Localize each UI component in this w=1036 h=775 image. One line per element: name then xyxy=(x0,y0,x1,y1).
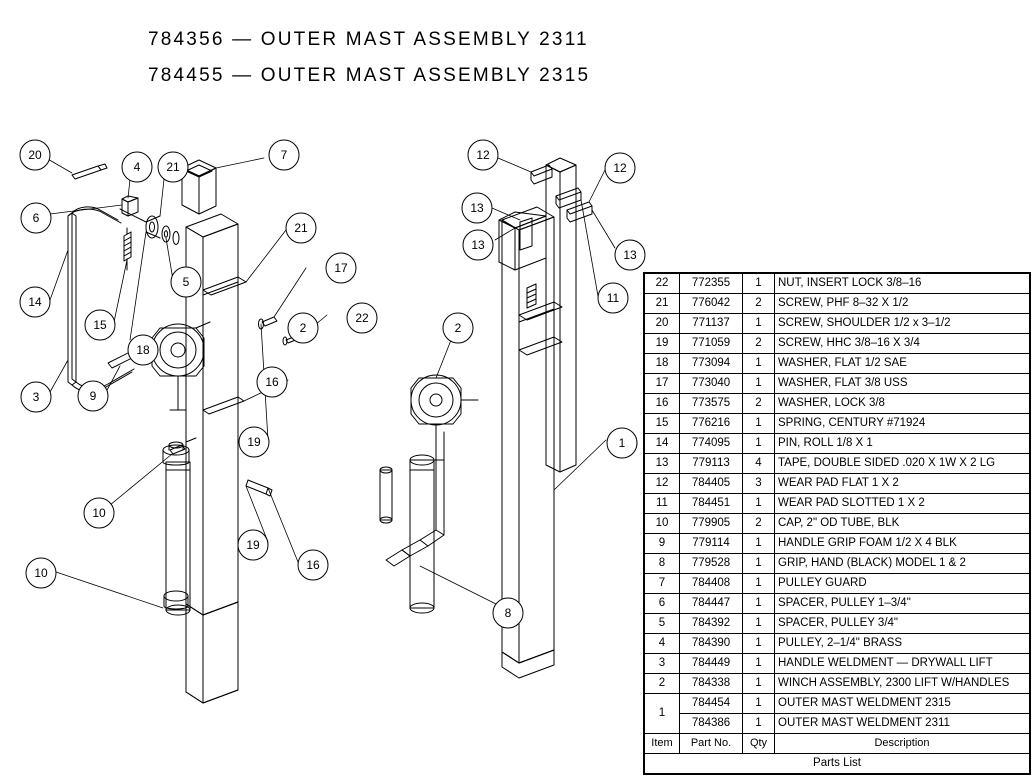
callout-11 xyxy=(598,283,628,313)
table-row xyxy=(645,494,1030,514)
svg-text:17: 17 xyxy=(334,261,348,275)
cell-part-no: 774095 xyxy=(680,434,743,454)
cell-part-no: 776042 xyxy=(680,294,743,314)
table-row xyxy=(645,534,1030,554)
callout-6 xyxy=(21,203,51,233)
svg-text:13: 13 xyxy=(623,248,637,262)
callout-19b xyxy=(238,530,268,560)
cell-item: 4 xyxy=(645,634,680,654)
svg-text:19: 19 xyxy=(247,435,261,449)
parts-table xyxy=(644,273,1030,774)
cell-part-no: 779528 xyxy=(680,554,743,574)
table-row xyxy=(645,294,1030,314)
callout-16a xyxy=(257,367,287,397)
svg-text:14: 14 xyxy=(28,295,42,309)
cell-description: NUT, INSERT LOCK 3/8–16 xyxy=(775,274,1030,294)
cell-qty: 2 xyxy=(743,394,775,414)
table-row xyxy=(645,654,1030,674)
cell-qty: 1 xyxy=(743,554,775,574)
table-row xyxy=(645,554,1030,574)
callout-15 xyxy=(85,310,115,340)
svg-text:16: 16 xyxy=(306,558,320,572)
cell-item: 17 xyxy=(645,374,680,394)
cell-item: 5 xyxy=(645,614,680,634)
cell-qty: 1 xyxy=(743,414,775,434)
svg-text:22: 22 xyxy=(355,311,369,325)
svg-text:13: 13 xyxy=(470,201,484,215)
cell-part-no: 773094 xyxy=(680,354,743,374)
svg-text:2: 2 xyxy=(454,321,462,335)
svg-text:12: 12 xyxy=(613,161,627,175)
svg-text:8: 8 xyxy=(504,606,512,620)
callout-7 xyxy=(269,140,299,170)
cell-part-no: 776216 xyxy=(680,414,743,434)
cell-part-no: 784386 xyxy=(680,714,743,734)
cell-item: 15 xyxy=(645,414,680,434)
svg-text:6: 6 xyxy=(32,211,40,225)
cell-description: SCREW, HHC 3/8–16 X 3/4 xyxy=(775,334,1030,354)
callout-20 xyxy=(20,140,50,170)
cell-qty: 2 xyxy=(743,334,775,354)
cell-qty: 1 xyxy=(743,714,775,734)
cell-part-no: 771059 xyxy=(680,334,743,354)
cell-qty: 1 xyxy=(743,354,775,374)
callout-21b xyxy=(286,213,316,243)
svg-text:10: 10 xyxy=(92,506,106,520)
svg-text:5: 5 xyxy=(182,275,190,289)
callout-13a xyxy=(462,193,492,223)
cell-qty: 1 xyxy=(743,654,775,674)
cell-part-no: 784390 xyxy=(680,634,743,654)
svg-text:7: 7 xyxy=(280,148,288,162)
cell-item: 11 xyxy=(645,494,680,514)
cell-description: CAP, 2" OD TUBE, BLK xyxy=(775,514,1030,534)
cell-item: 1 xyxy=(645,694,680,734)
wear-pad-flat-b xyxy=(567,202,592,222)
cell-part-no: 779905 xyxy=(680,514,743,534)
hand-grip-black xyxy=(386,550,410,566)
table-row xyxy=(645,694,1030,714)
cell-description: SCREW, PHF 8–32 X 1/2 xyxy=(775,294,1030,314)
table-row xyxy=(645,594,1030,614)
callout-21a xyxy=(158,152,188,182)
cell-item: 10 xyxy=(645,514,680,534)
cell-qty: 1 xyxy=(743,374,775,394)
callout-2-left xyxy=(288,313,318,343)
svg-text:15: 15 xyxy=(93,318,107,332)
callout-13b xyxy=(463,230,493,260)
cell-qty: 2 xyxy=(743,514,775,534)
cell-item: 12 xyxy=(645,474,680,494)
callout-12a xyxy=(468,140,498,170)
callout-bubbles xyxy=(20,140,645,628)
callout-13c xyxy=(615,240,645,270)
callout-5 xyxy=(171,267,201,297)
header-part-no: Part No. xyxy=(680,734,743,754)
cell-part-no: 784408 xyxy=(680,574,743,594)
cell-part-no: 784405 xyxy=(680,474,743,494)
svg-text:12: 12 xyxy=(476,148,490,162)
svg-text:10: 10 xyxy=(34,566,48,580)
cell-part-no: 779114 xyxy=(680,534,743,554)
callout-14 xyxy=(20,287,50,317)
cell-description: PULLEY, 2–1/4" BRASS xyxy=(775,634,1030,654)
parts-table-body xyxy=(645,274,1030,774)
table-header-row xyxy=(645,734,1030,754)
table-row xyxy=(645,674,1030,694)
cell-qty: 1 xyxy=(743,694,775,714)
cell-part-no: 784338 xyxy=(680,674,743,694)
cell-qty: 1 xyxy=(743,574,775,594)
cell-qty: 1 xyxy=(743,314,775,334)
callout-8 xyxy=(493,598,523,628)
cell-qty: 2 xyxy=(743,294,775,314)
callout-16b xyxy=(298,550,328,580)
cell-part-no: 784451 xyxy=(680,494,743,514)
callout-1 xyxy=(607,428,637,458)
table-row xyxy=(645,354,1030,374)
title-block xyxy=(148,22,668,94)
exploded-assembly-drawing xyxy=(0,110,650,720)
cell-description: OUTER MAST WELDMENT 2315 xyxy=(775,694,1030,714)
title-line-2: 784455 — OUTER MAST ASSEMBLY 2315 xyxy=(148,65,591,86)
cell-item: 20 xyxy=(645,314,680,334)
svg-text:21: 21 xyxy=(294,221,308,235)
cell-qty: 1 xyxy=(743,534,775,554)
cell-item: 3 xyxy=(645,654,680,674)
right-spring xyxy=(527,284,536,308)
cell-description: PIN, ROLL 1/8 X 1 xyxy=(775,434,1030,454)
cell-part-no: 784454 xyxy=(680,694,743,714)
cell-qty: 1 xyxy=(743,274,775,294)
callout-18 xyxy=(128,335,158,365)
cell-description: HANDLE GRIP FOAM 1/2 X 4 BLK xyxy=(775,534,1030,554)
cell-description: WASHER, LOCK 3/8 xyxy=(775,394,1030,414)
wear-pad-flat-a xyxy=(531,165,552,184)
svg-text:19: 19 xyxy=(246,538,260,552)
cell-qty: 1 xyxy=(743,494,775,514)
callout-22 xyxy=(347,303,377,333)
cell-description: PULLEY GUARD xyxy=(775,574,1030,594)
table-row xyxy=(645,474,1030,494)
cell-description: HANDLE WELDMENT — DRYWALL LIFT xyxy=(775,654,1030,674)
cell-part-no: 772355 xyxy=(680,274,743,294)
header-item: Item xyxy=(645,734,680,754)
svg-text:2: 2 xyxy=(299,321,307,335)
cell-description: OUTER MAST WELDMENT 2311 xyxy=(775,714,1030,734)
cell-part-no: 779113 xyxy=(680,454,743,474)
svg-text:13: 13 xyxy=(471,238,485,252)
table-row xyxy=(645,614,1030,634)
cell-description: GRIP, HAND (BLACK) MODEL 1 & 2 xyxy=(775,554,1030,574)
svg-text:4: 4 xyxy=(133,160,141,174)
cell-qty: 1 xyxy=(743,614,775,634)
header-qty: Qty xyxy=(743,734,775,754)
cell-part-no: 784447 xyxy=(680,594,743,614)
cell-description: SPACER, PULLEY 3/4" xyxy=(775,614,1030,634)
cell-part-no: 784392 xyxy=(680,614,743,634)
right-mast-bands xyxy=(519,302,562,355)
cell-item: 21 xyxy=(645,294,680,314)
table-row xyxy=(645,414,1030,434)
header-description: Description xyxy=(775,734,1030,754)
cell-part-no: 773575 xyxy=(680,394,743,414)
cell-description: WASHER, FLAT 1/2 SAE xyxy=(775,354,1030,374)
cell-description: SPRING, CENTURY #71924 xyxy=(775,414,1030,434)
cell-part-no: 784449 xyxy=(680,654,743,674)
table-row xyxy=(645,574,1030,594)
cell-item: 13 xyxy=(645,454,680,474)
cell-item: 19 xyxy=(645,334,680,354)
cell-item: 7 xyxy=(645,574,680,594)
parts-list-label: Parts List xyxy=(645,754,1030,774)
svg-text:3: 3 xyxy=(32,390,40,404)
table-row xyxy=(645,434,1030,454)
shoulder-screw xyxy=(72,164,107,179)
cell-part-no: 771137 xyxy=(680,314,743,334)
spring-century xyxy=(124,228,131,270)
svg-text:18: 18 xyxy=(136,343,150,357)
cell-qty: 1 xyxy=(743,434,775,454)
cell-item: 16 xyxy=(645,394,680,414)
pulley-spacer-small xyxy=(122,196,138,216)
callout-10a xyxy=(84,498,114,528)
cell-item: 2 xyxy=(645,674,680,694)
right-small-tube xyxy=(380,467,392,523)
cell-qty: 4 xyxy=(743,454,775,474)
cell-item: 18 xyxy=(645,354,680,374)
callout-19a xyxy=(239,427,269,457)
right-inner-mast xyxy=(546,158,576,472)
cell-description: WINCH ASSEMBLY, 2300 LIFT W/HANDLES xyxy=(775,674,1030,694)
table-row xyxy=(645,394,1030,414)
cell-part-no: 773040 xyxy=(680,374,743,394)
cell-item: 9 xyxy=(645,534,680,554)
svg-text:21: 21 xyxy=(166,160,180,174)
cell-description: TAPE, DOUBLE SIDED .020 X 1W X 2 LG xyxy=(775,454,1030,474)
callout-9 xyxy=(78,381,108,411)
table-row xyxy=(645,274,1030,294)
table-row xyxy=(645,314,1030,334)
table-row xyxy=(645,514,1030,534)
table-row xyxy=(645,454,1030,474)
table-row xyxy=(645,714,1030,734)
cell-item: 14 xyxy=(645,434,680,454)
parts-list-table xyxy=(643,272,1031,775)
cell-item: 6 xyxy=(645,594,680,614)
right-handle-arms xyxy=(402,428,444,556)
title-line-1: 784356 — OUTER MAST ASSEMBLY 2311 xyxy=(148,29,589,50)
table-row xyxy=(645,634,1030,654)
svg-text:20: 20 xyxy=(28,148,42,162)
cell-description: WASHER, FLAT 3/8 USS xyxy=(775,374,1030,394)
left-lower-hardware xyxy=(186,438,196,442)
pulley-stack xyxy=(120,209,179,245)
cell-qty: 1 xyxy=(743,634,775,654)
cell-description: SPACER, PULLEY 1–3/4" xyxy=(775,594,1030,614)
table-row xyxy=(645,374,1030,394)
right-mast-top-cap xyxy=(499,212,546,270)
cell-description: WEAR PAD SLOTTED 1 X 2 xyxy=(775,494,1030,514)
table-row xyxy=(645,334,1030,354)
table-footer-row xyxy=(645,754,1030,774)
tube-cap-lower xyxy=(164,591,188,609)
callout-17 xyxy=(326,253,356,283)
cell-item: 8 xyxy=(645,554,680,574)
svg-text:1: 1 xyxy=(618,436,626,450)
svg-text:16: 16 xyxy=(265,375,279,389)
right-mast-base xyxy=(502,650,554,678)
cell-qty: 3 xyxy=(743,474,775,494)
callout-10b xyxy=(26,558,56,588)
cell-description: SCREW, SHOULDER 1/2 x 3–1/2 xyxy=(775,314,1030,334)
svg-text:11: 11 xyxy=(606,291,620,305)
callout-2-right xyxy=(443,313,473,343)
handle-weldment xyxy=(68,207,134,392)
callout-4 xyxy=(122,152,152,182)
left-mast-brackets xyxy=(203,277,246,414)
cell-qty: 1 xyxy=(743,594,775,614)
cell-qty: 1 xyxy=(743,674,775,694)
callout-12b xyxy=(605,153,635,183)
cell-description: WEAR PAD FLAT 1 X 2 xyxy=(775,474,1030,494)
callout-3 xyxy=(21,382,51,412)
cell-item: 22 xyxy=(645,274,680,294)
svg-text:9: 9 xyxy=(89,389,97,403)
